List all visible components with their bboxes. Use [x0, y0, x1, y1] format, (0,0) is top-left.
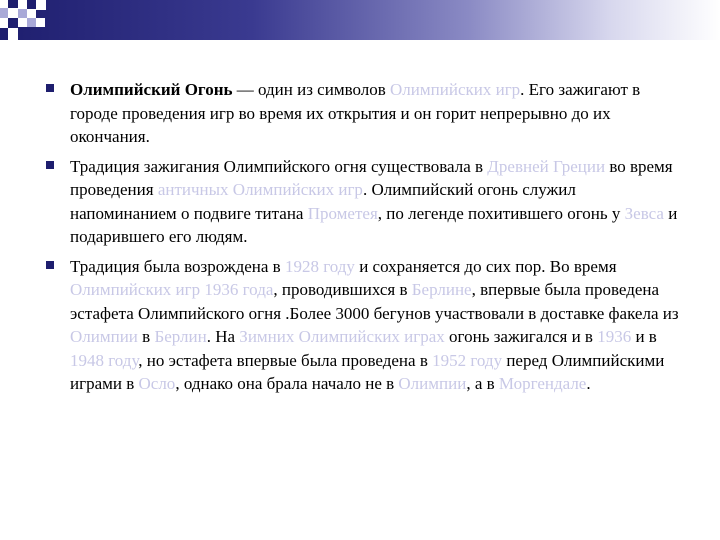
- hyperlink[interactable]: 1948 году: [70, 350, 139, 370]
- text-span: , но эстафета впервые была проведена в: [138, 350, 433, 370]
- bullet-square-icon: [46, 261, 54, 269]
- text-span: — один из символов: [232, 80, 391, 99]
- decor-square: [18, 0, 27, 9]
- hyperlink[interactable]: Берлине: [411, 280, 472, 299]
- bullet-item: [46, 155, 686, 249]
- hyperlink[interactable]: 1952 году: [432, 350, 503, 370]
- bullet-item: [46, 78, 686, 149]
- hyperlink[interactable]: античных Олимпийских игр: [157, 180, 363, 199]
- decor-square: [27, 18, 36, 27]
- hyperlink[interactable]: Олимпийских игр: [390, 80, 521, 99]
- hyperlink[interactable]: Зимних Олимпийских играх: [239, 327, 445, 346]
- decor-square: [0, 18, 8, 28]
- bullet-square-icon: [46, 84, 54, 92]
- decor-square: [8, 0, 18, 8]
- text-span: и в: [631, 327, 657, 346]
- text-span: , а в: [466, 374, 499, 393]
- bullet-text: [70, 155, 686, 249]
- text-span: .: [586, 374, 591, 393]
- decor-square: [0, 28, 8, 40]
- bullet-item: [46, 255, 686, 396]
- hyperlink[interactable]: Древней Греции: [487, 156, 606, 176]
- hyperlink[interactable]: Берлин: [154, 327, 207, 346]
- hyperlink[interactable]: Зевса: [624, 203, 664, 223]
- text-span: Традиция была возрождена в: [70, 256, 285, 276]
- text-span: . Олимпийский огонь служил напоминанием о подвиге титана: [70, 180, 576, 223]
- text-span: Традиция зажигания Олимпийского огня существовала в: [70, 156, 488, 176]
- text-span: , впервые была проведена эстафета Олимпийского огня .Более 3000 бегунов участвовали в доставке факела из: [70, 280, 679, 323]
- bold-term: Олимпийский Огонь: [70, 80, 233, 99]
- decor-square: [8, 28, 18, 40]
- text-span: , по легенде похитившего огонь у: [377, 203, 625, 223]
- text-span: . На: [206, 327, 240, 346]
- decor-square: [0, 8, 8, 18]
- text-span: в: [137, 327, 155, 346]
- decor-square: [27, 0, 36, 9]
- text-span: во время проведения: [70, 156, 673, 199]
- header-bar: [0, 0, 720, 40]
- hyperlink[interactable]: Прометея: [307, 203, 378, 223]
- hyperlink[interactable]: 1928 году: [284, 256, 355, 276]
- hyperlink[interactable]: Осло: [138, 374, 176, 393]
- bullet-text: [70, 78, 686, 149]
- slide-body: [46, 78, 686, 402]
- text-span: и сохраняется до сих пор. Во время: [354, 256, 617, 276]
- text-span: , однако она брала начало не в: [175, 374, 399, 393]
- text-span: огонь зажигался и в: [444, 327, 598, 346]
- text-span: , проводившихся в: [273, 280, 412, 299]
- text-span: . Его зажигают в городе проведения игр во время их открытия и он горит непрерывно до их окончания.: [70, 80, 641, 146]
- decor-square: [36, 0, 46, 10]
- text-span: перед Олимпийскими играми в: [70, 350, 665, 393]
- hyperlink[interactable]: 1936: [597, 327, 632, 346]
- bullet-text: [70, 255, 686, 396]
- decor-square: [36, 18, 45, 27]
- hyperlink[interactable]: Олимпийских игр 1936 года: [70, 280, 274, 299]
- hyperlink[interactable]: Олимпии: [70, 327, 138, 346]
- decor-square: [0, 0, 8, 8]
- text-span: и подарившего его людям.: [70, 203, 678, 246]
- decor-square: [18, 9, 27, 18]
- hyperlink[interactable]: Олимпии: [398, 374, 467, 393]
- hyperlink[interactable]: Моргендале: [498, 374, 587, 393]
- decor-square: [8, 8, 18, 18]
- bullet-square-icon: [46, 161, 54, 169]
- decor-square: [18, 18, 27, 27]
- decor-square: [27, 9, 36, 18]
